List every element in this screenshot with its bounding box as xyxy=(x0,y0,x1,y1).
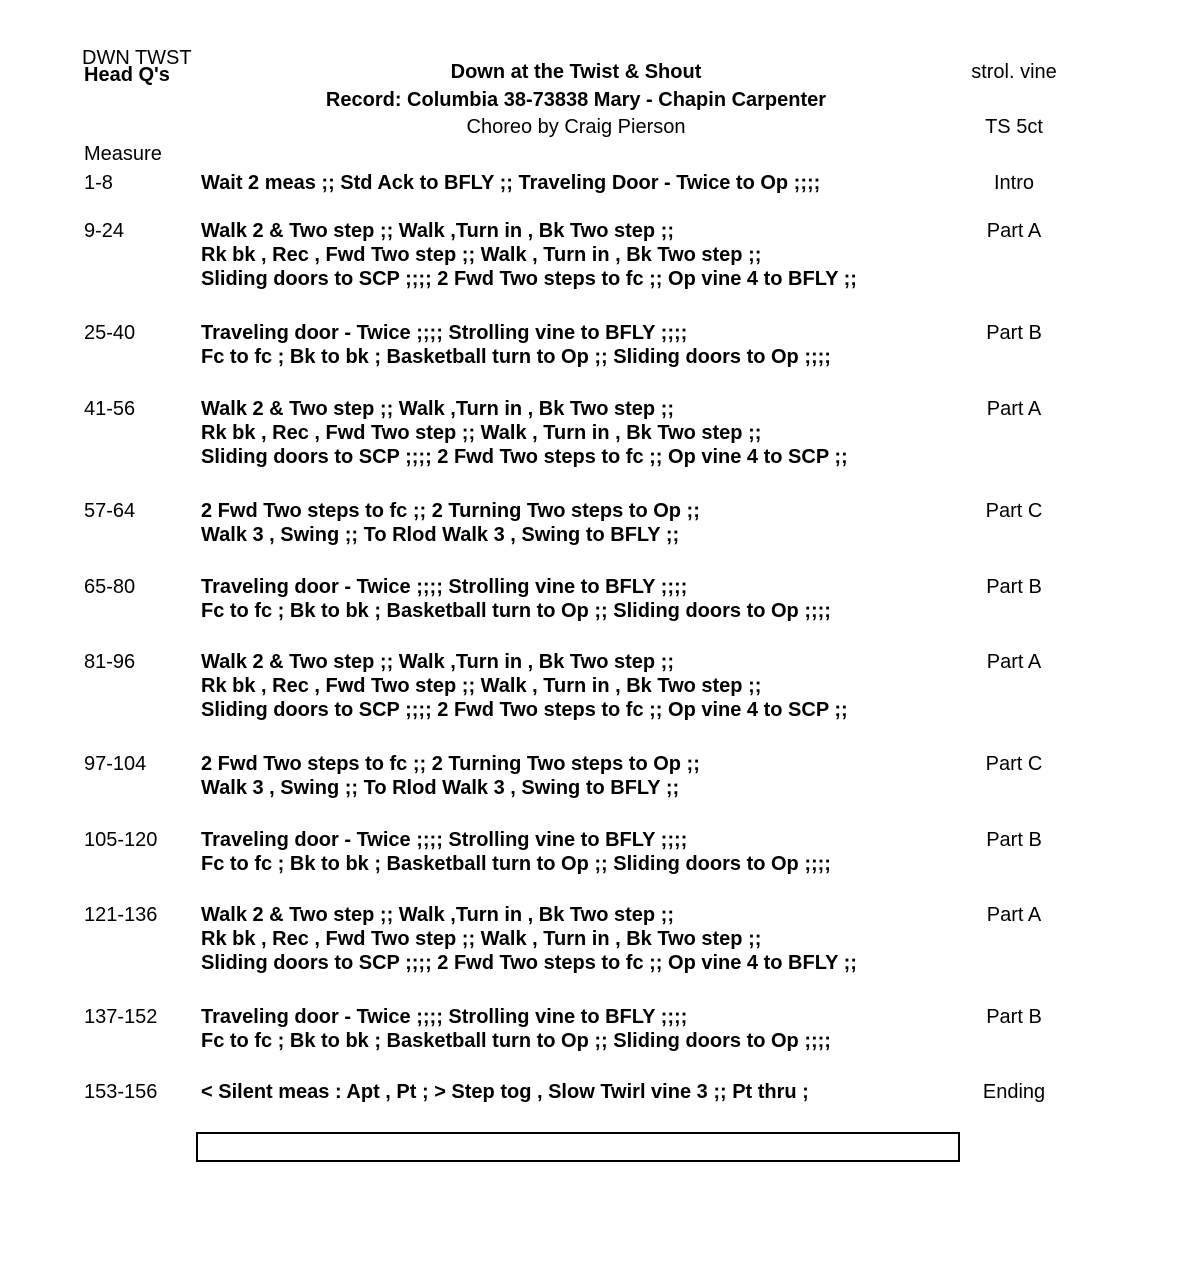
cue-line: Fc to fc ; Bk to bk ; Basketball turn to Op ;; Sliding doors to Op ;;;; xyxy=(201,346,831,368)
meta-figure-note: strol. vine xyxy=(971,61,1057,83)
part-label: Part A xyxy=(986,398,1042,420)
cue-lines xyxy=(201,501,700,549)
cue-line: Rk bk , Rec , Fwd Two step ;; Walk , Turn in , Bk Two step ;; xyxy=(201,928,762,950)
measure-range: 121-136 xyxy=(84,904,158,926)
cue-line: Wait 2 meas ;; Std Ack to BFLY ;; Traveling Door - Twice to Op ;;;; xyxy=(201,172,821,194)
cue-lines xyxy=(201,173,820,197)
measure-range: 137-152 xyxy=(84,1006,158,1028)
cue-lines xyxy=(201,830,831,878)
cue-lines xyxy=(201,905,857,977)
measure-range: 57-64 xyxy=(84,500,136,522)
cue-lines xyxy=(201,652,848,724)
part-label: Ending xyxy=(982,1081,1046,1103)
measure-range: 153-156 xyxy=(84,1081,158,1103)
cue-line: Walk 2 & Two step ;; Walk ,Turn in , Bk Two step ;; xyxy=(201,398,674,420)
cue-line: < Silent meas : Apt , Pt ; > Step tog , Slow Twirl vine 3 ;; Pt thru ; xyxy=(201,1081,809,1103)
cue-line: Walk 2 & Two step ;; Walk ,Turn in , Bk Two step ;; xyxy=(201,651,674,673)
cue-lines xyxy=(201,577,831,625)
meta-rhythm-note: TS 5ct xyxy=(985,116,1043,138)
part-label: Part B xyxy=(986,322,1042,344)
cue-line: Sliding doors to SCP ;;;; 2 Fwd Two steps to fc ;; Op vine 4 to SCP ;; xyxy=(201,699,848,721)
cue-lines xyxy=(201,1007,831,1055)
measure-range: 105-120 xyxy=(84,829,158,851)
cue-line: Walk 2 & Two step ;; Walk ,Turn in , Bk Two step ;; xyxy=(201,220,674,242)
part-label: Part A xyxy=(986,904,1042,926)
dance-code: DWN TWST xyxy=(82,47,192,69)
cue-line: Fc to fc ; Bk to bk ; Basketball turn to Op ;; Sliding doors to Op ;;;; xyxy=(201,853,831,875)
choreographer: Choreo by Craig Pierson xyxy=(466,116,686,138)
cue-line: Walk 3 , Swing ;; To Rlod Walk 3 , Swing to BFLY ;; xyxy=(201,524,680,546)
footer-empty-box xyxy=(196,1132,960,1162)
measure-range: 1-8 xyxy=(84,172,113,194)
measure-range: 97-104 xyxy=(84,753,147,775)
part-label: Intro xyxy=(993,172,1035,194)
cue-line: Walk 3 , Swing ;; To Rlod Walk 3 , Swing to BFLY ;; xyxy=(201,777,680,799)
measure-range: 41-56 xyxy=(84,398,136,420)
part-label: Part A xyxy=(986,651,1042,673)
cue-line: Rk bk , Rec , Fwd Two step ;; Walk , Turn in , Bk Two step ;; xyxy=(201,422,762,444)
part-label: Part C xyxy=(985,500,1043,522)
part-label: Part B xyxy=(986,1006,1042,1028)
cue-line: Fc to fc ; Bk to bk ; Basketball turn to Op ;; Sliding doors to Op ;;;; xyxy=(201,1030,831,1052)
cue-line: Traveling door - Twice ;;;; Strolling vine to BFLY ;;;; xyxy=(201,1006,688,1028)
cue-line: Traveling door - Twice ;;;; Strolling vine to BFLY ;;;; xyxy=(201,829,688,851)
measure-range: 9-24 xyxy=(84,220,125,242)
cue-line: Sliding doors to SCP ;;;; 2 Fwd Two steps to fc ;; Op vine 4 to BFLY ;; xyxy=(201,952,857,974)
part-label: Part C xyxy=(985,753,1043,775)
part-label: Part B xyxy=(986,576,1042,598)
record-info: Record: Columbia 38-73838 Mary - Chapin Carpenter xyxy=(325,89,827,111)
cue-line: Walk 2 & Two step ;; Walk ,Turn in , Bk Two step ;; xyxy=(201,904,674,926)
cue-lines xyxy=(201,399,848,471)
measure-range: 65-80 xyxy=(84,576,136,598)
part-label: Part A xyxy=(986,220,1042,242)
dance-title: Down at the Twist & Shout xyxy=(450,61,702,83)
cue-lines xyxy=(201,754,700,802)
cue-lines xyxy=(201,221,857,293)
cue-line: Sliding doors to SCP ;;;; 2 Fwd Two steps to fc ;; Op vine 4 to SCP ;; xyxy=(201,446,848,468)
cue-line: Sliding doors to SCP ;;;; 2 Fwd Two steps to fc ;; Op vine 4 to BFLY ;; xyxy=(201,268,857,290)
cue-line: Fc to fc ; Bk to bk ; Basketball turn to Op ;; Sliding doors to Op ;;;; xyxy=(201,600,831,622)
cue-sheet-source: Head Q's xyxy=(84,64,170,86)
measure-range: 25-40 xyxy=(84,322,136,344)
cue-lines xyxy=(201,1082,809,1106)
part-label: Part B xyxy=(986,829,1042,851)
cue-line: Rk bk , Rec , Fwd Two step ;; Walk , Turn in , Bk Two step ;; xyxy=(201,675,762,697)
cue-line: 2 Fwd Two steps to fc ;; 2 Turning Two steps to Op ;; xyxy=(201,500,700,522)
cue-line: Rk bk , Rec , Fwd Two step ;; Walk , Turn in , Bk Two step ;; xyxy=(201,244,762,266)
cue-line: Traveling door - Twice ;;;; Strolling vine to BFLY ;;;; xyxy=(201,322,688,344)
cue-lines xyxy=(201,323,831,371)
cue-line: 2 Fwd Two steps to fc ;; 2 Turning Two steps to Op ;; xyxy=(201,753,700,775)
cue-line: Traveling door - Twice ;;;; Strolling vine to BFLY ;;;; xyxy=(201,576,688,598)
measure-column-header: Measure xyxy=(84,143,162,165)
measure-range: 81-96 xyxy=(84,651,136,673)
